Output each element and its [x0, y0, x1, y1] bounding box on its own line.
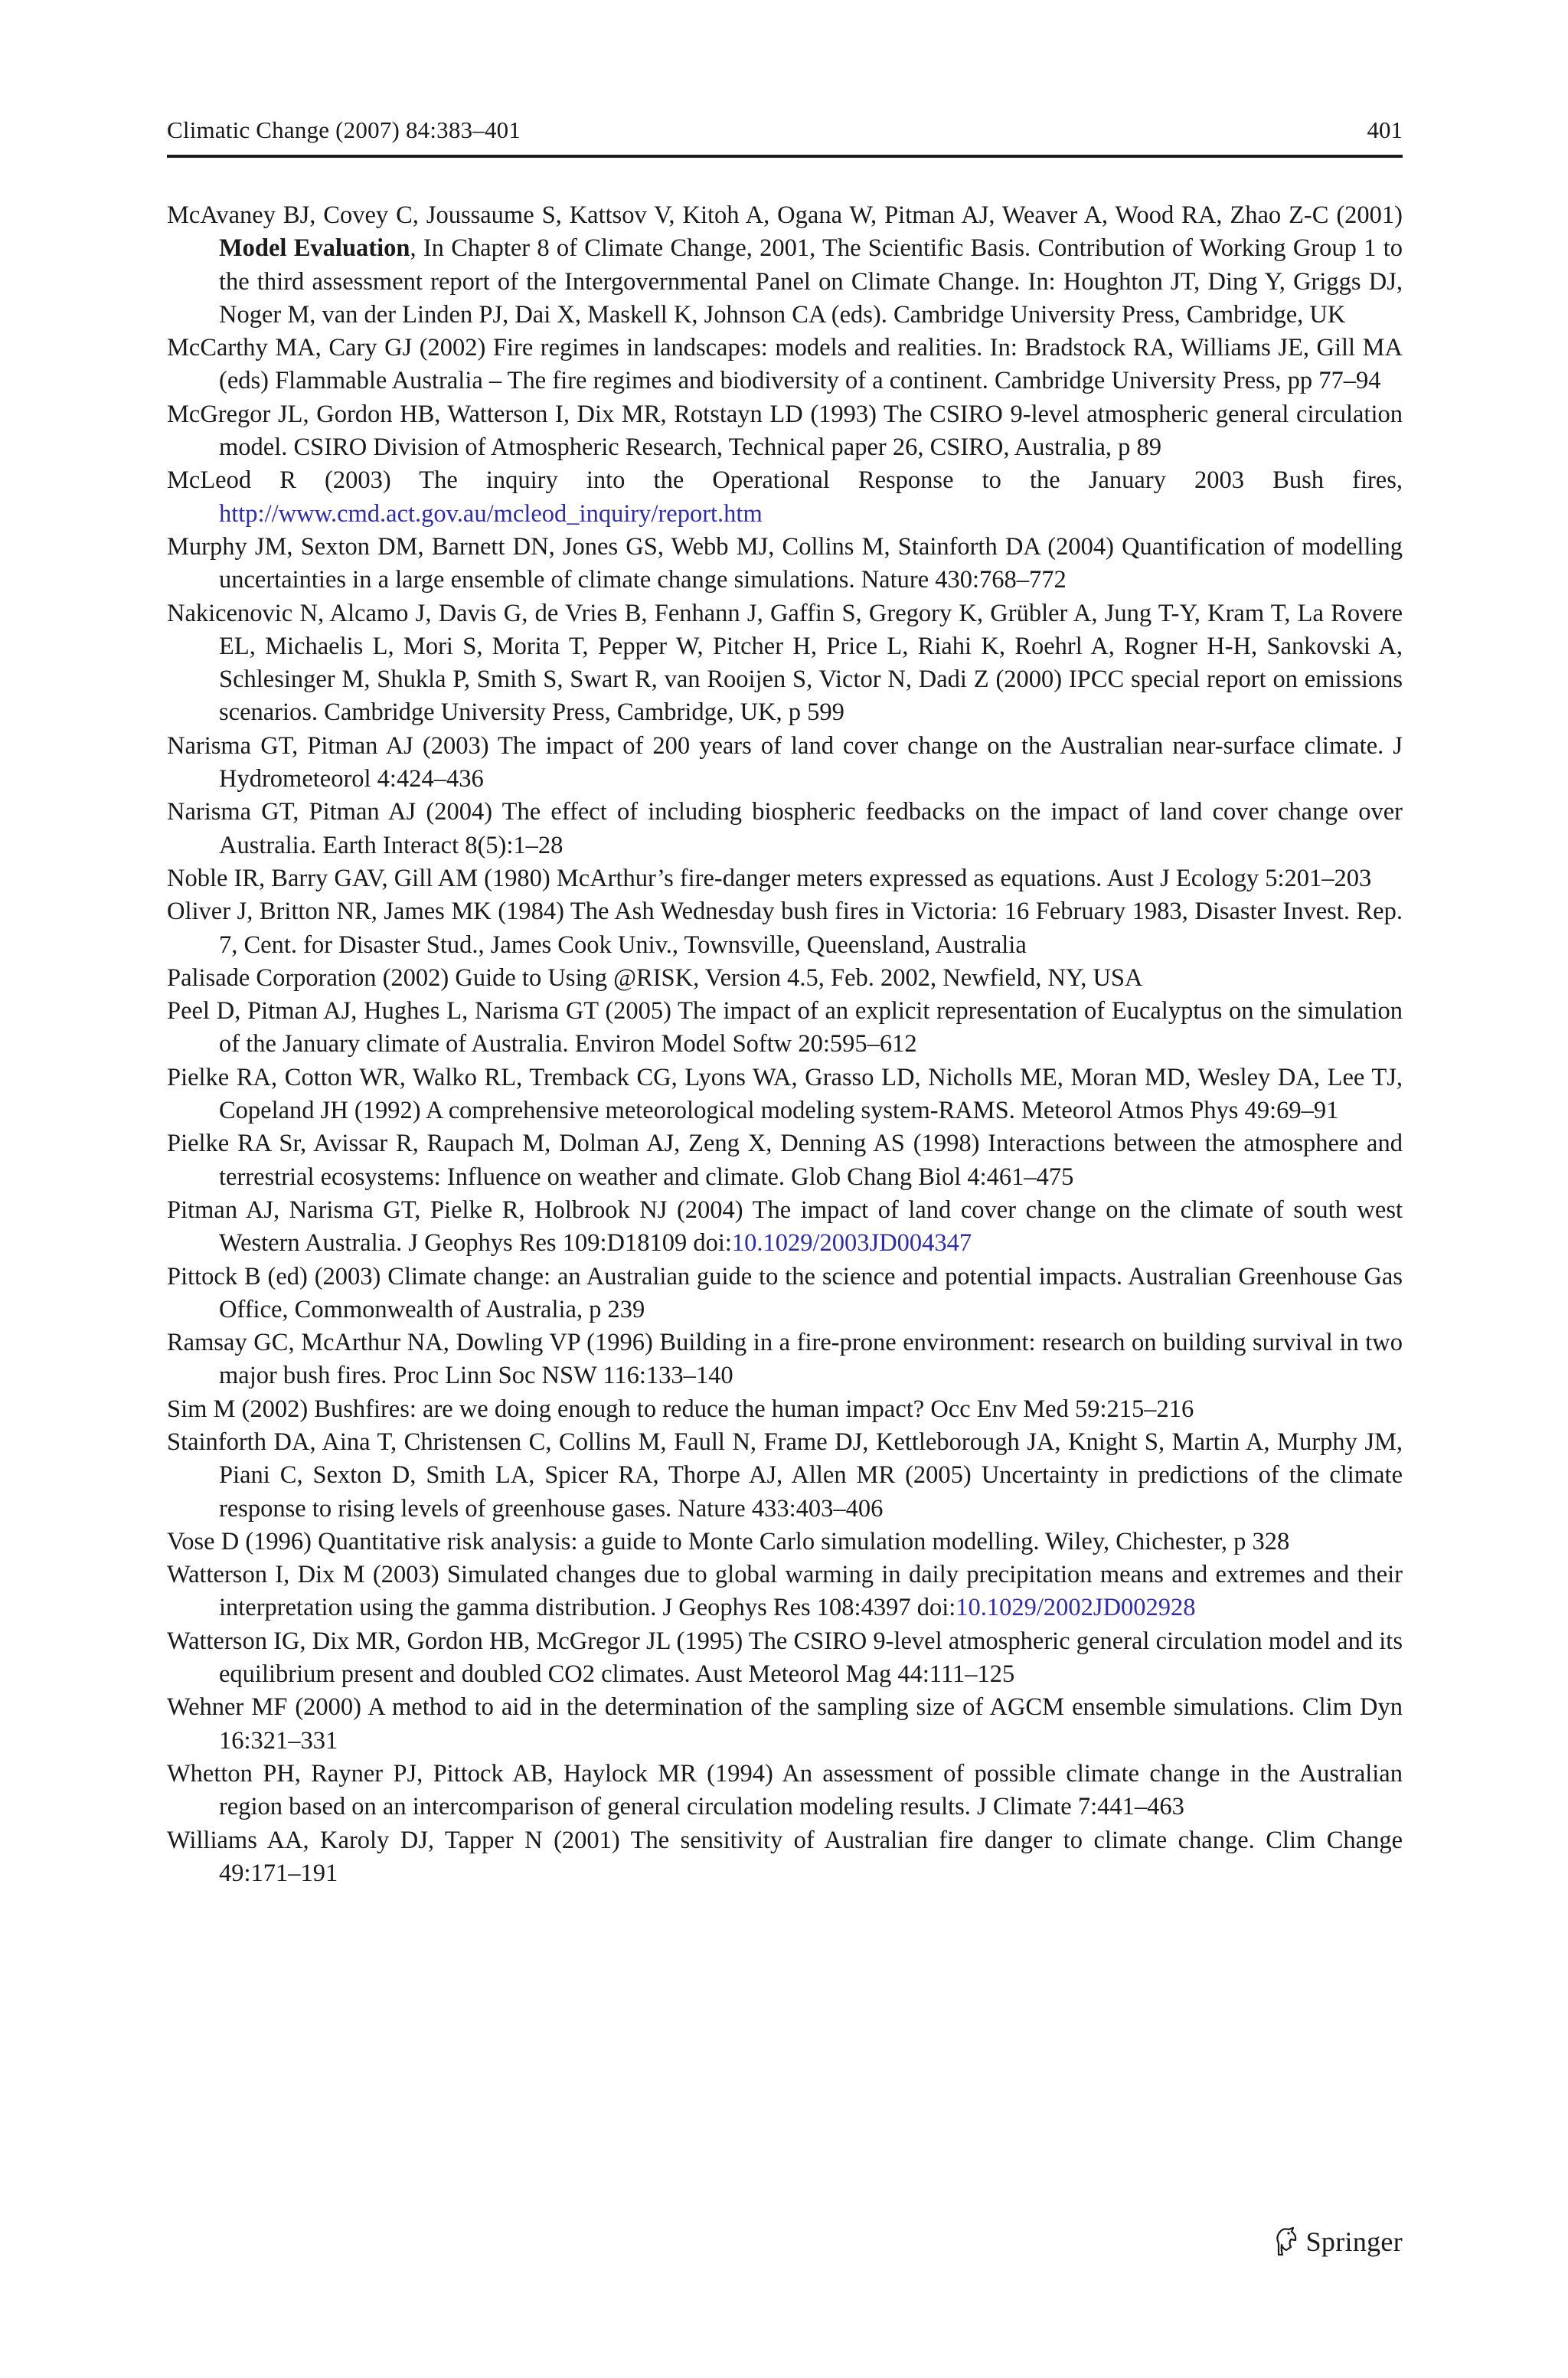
running-header [167, 115, 1403, 158]
reference-entry [167, 1559, 1403, 1625]
reference-text: Noble IR, Barry GAV, Gill AM (1980) McArthur’s fire-danger meters expressed as equations. Aust J Ecology 5:201–203 [167, 864, 1372, 892]
reference-text: McLeod R (2003) The inquiry into the Operational Response to the January 2003 Bush fires, [167, 466, 1403, 495]
page-number: 401 [1367, 116, 1403, 143]
reference-text: Ramsay GC, McArthur NA, Dowling VP (1996) Building in a fire-prone environment: research on building survival in two major bush fires. Proc Linn Soc NSW 116:133–140 [167, 1329, 1403, 1390]
reference-entry [167, 995, 1403, 1061]
reference-text: McCarthy MA, Cary GJ (2002) Fire regimes in landscapes: models and realities. In: Bradstock RA, Williams JE, Gill MA (eds) Flammable Australia – The fire regimes and biodiversity of a continent. Cambridge University Press, pp 77–94 [167, 334, 1403, 395]
reference-text: Stainforth DA, Aina T, Christensen C, Collins M, Faull N, Frame DJ, Kettleborough JA, Knight S, Martin A, Murphy JM, Piani C, Sexton D, Smith LA, Spicer RA, Thorpe AJ, Allen MR (2005) Uncertainty in predictions of the climate response to rising levels of greenhouse gases. Nature 433:403–406 [167, 1428, 1403, 1523]
reference-text: Narisma GT, Pitman AJ (2004) The effect of including biospheric feedbacks on the impact of land cover change over Australia. Earth Interact 8(5):1–28 [167, 798, 1403, 859]
reference-entry [167, 1194, 1403, 1261]
springer-horse-icon [1272, 2226, 1298, 2257]
reference-entry [167, 1261, 1403, 1327]
reference-link[interactable]: 10.1029/2003JD004347 [731, 1229, 972, 1258]
reference-text: McGregor JL, Gordon HB, Watterson I, Dix MR, Rotstayn LD (1993) The CSIRO 9-level atmospheric general circulation model. CSIRO Division of Atmospheric Research, Technical paper 26, CSIRO, Australia, p 89 [167, 400, 1403, 462]
reference-entry [167, 796, 1403, 862]
reference-text: Palisade Corporation (2002) Guide to Using @RISK, Version 4.5, Feb. 2002, Newfield, NY, USA [167, 963, 1143, 992]
reference-text: Murphy JM, Sexton DM, Barnett DN, Jones GS, Webb MJ, Collins M, Stainforth DA (2004) Quantification of modelling uncertainties in a large ensemble of climate change simulations. Nature 430:768–772 [167, 532, 1403, 594]
reference-entry [167, 1691, 1403, 1758]
reference-entry [167, 1326, 1403, 1393]
reference-entry [167, 862, 1403, 895]
reference-text: , In Chapter 8 of Climate Change, 2001, The Scientific Basis. Contribution of Working Group 1 to the third assessment report of the Intergovernmental Panel on Climate Change. In: Houghton JT, Ding Y, Griggs DJ, Noger M, van der Linden PJ, Dai X, Maskell K, Johnson CA (eds). Cambridge University Press, Cambridge, UK [219, 234, 1403, 329]
reference-entry [167, 1426, 1403, 1526]
reference-text: McAvaney BJ, Covey C, Joussaume S, Kattsov V, Kitoh A, Ogana W, Pitman AJ, Weaver A, Wood RA, Zhao Z-C (2001) [167, 201, 1403, 229]
reference-entry [167, 730, 1403, 796]
publisher-footer [1272, 2223, 1403, 2261]
reference-text: Watterson I, Dix M (2003) Simulated changes due to global warming in daily precipitation means and extremes and their interpretation using the gamma distribution. J Geophys Res 108:4397 doi: [167, 1561, 1403, 1622]
reference-text: Narisma GT, Pitman AJ (2003) The impact of 200 years of land cover change on the Australian near-surface climate. J Hydrometeorol 4:424–436 [167, 731, 1403, 793]
reference-text: Sim M (2002) Bushfires: are we doing enough to reduce the human impact? Occ Env Med 59:215–216 [167, 1395, 1194, 1423]
reference-entry [167, 1127, 1403, 1194]
reference-entry [167, 597, 1403, 730]
reference-entry [167, 398, 1403, 465]
reference-entry [167, 1526, 1403, 1559]
reference-text: Peel D, Pitman AJ, Hughes L, Narisma GT (2005) The impact of an explicit representation of Eucalyptus on the simulation of the January climate of Australia. Environ Model Softw 20:595–612 [167, 997, 1403, 1058]
reference-entry [167, 895, 1403, 962]
reference-entry [167, 199, 1403, 332]
reference-text: Vose D (1996) Quantitative risk analysis: a guide to Monte Carlo simulation modelling. Wiley, Chichester, p 328 [167, 1527, 1290, 1555]
reference-text: Whetton PH, Rayner PJ, Pittock AB, Haylock MR (1994) An assessment of possible climate change in the Australian region based on an intercomparison of general circulation modeling results. J Climate 7:441–463 [167, 1759, 1403, 1821]
reference-entry [167, 1625, 1403, 1692]
reference-text: Pitman AJ, Narisma GT, Pielke R, Holbrook NJ (2004) The impact of land cover change on the climate of south west Western Australia. J Geophys Res 109:D18109 doi: [167, 1196, 1403, 1258]
publisher-name: Springer [1305, 2226, 1403, 2257]
reference-entry [167, 1061, 1403, 1128]
reference-entry [167, 531, 1403, 597]
reference-entry [167, 1824, 1403, 1891]
reference-text: Pittock B (ed) (2003) Climate change: an Australian guide to the science and potential impacts. Australian Greenhouse Gas Office, Commonwealth of Australia, p 239 [167, 1262, 1403, 1323]
reference-entry [167, 962, 1403, 995]
reference-entry [167, 1758, 1403, 1824]
reference-text: Wehner MF (2000) A method to aid in the determination of the sampling size of AGCM ensemble simulations. Clim Dyn 16:321–331 [167, 1693, 1403, 1755]
reference-link[interactable]: http://www.cmd.act.gov.au/mcleod_inquiry/report.htm [219, 499, 763, 528]
reference-text: Pielke RA Sr, Avissar R, Raupach M, Dolman AJ, Zeng X, Denning AS (1998) Interactions between the atmosphere and terrestrial ecosystems: Influence on weather and climate. Glob Chang Biol 4:461–475 [167, 1130, 1403, 1191]
reference-link[interactable]: 10.1029/2002JD002928 [956, 1594, 1196, 1622]
reference-text: Watterson IG, Dix MR, Gordon HB, McGregor JL (1995) The CSIRO 9-level atmospheric general circulation model and its equilibrium present and doubled CO2 climates. Aust Meteorol Mag 44:111–125 [167, 1627, 1403, 1689]
reference-text: Pielke RA, Cotton WR, Walko RL, Tremback CG, Lyons WA, Grasso LD, Nicholls ME, Moran MD, Wesley DA, Lee TJ, Copeland JH (1992) A comprehensive meteorological modeling system-RAMS. Meteorol Atmos Phys 49:69–91 [167, 1063, 1403, 1125]
reference-text: Williams AA, Karoly DJ, Tapper N (2001) The sensitivity of Australian fire danger to climate change. Clim Change 49:171–191 [167, 1826, 1403, 1887]
reference-entry [167, 464, 1403, 531]
reference-entry [167, 332, 1403, 398]
journal-citation: Climatic Change (2007) 84:383–401 [167, 116, 521, 143]
reference-entry [167, 1393, 1403, 1426]
reference-list [167, 199, 1403, 1890]
reference-bold-title: Model Evaluation [219, 234, 410, 263]
reference-text: Oliver J, Britton NR, James MK (1984) The Ash Wednesday bush fires in Victoria: 16 February 1983, Disaster Invest. Rep. 7, Cent. for Disaster Stud., James Cook Univ., Townsville, Queensland, Australia [167, 898, 1403, 959]
reference-text: Nakicenovic N, Alcamo J, Davis G, de Vries B, Fenhann J, Gaffin S, Gregory K, Grübler A, Jung T-Y, Kram T, La Rovere EL, Michaelis L, Mori S, Morita T, Pepper W, Pitcher H, Price L, Riahi K, Roehrl A, Rogner H-H, Sankovski A, Schlesinger M, Shukla P, Smith S, Swart R, van Rooijen S, Victor N, Dadi Z (2000) IPCC special report on emissions scenarios. Cambridge University Press, Cambridge, UK, p 599 [167, 599, 1403, 727]
